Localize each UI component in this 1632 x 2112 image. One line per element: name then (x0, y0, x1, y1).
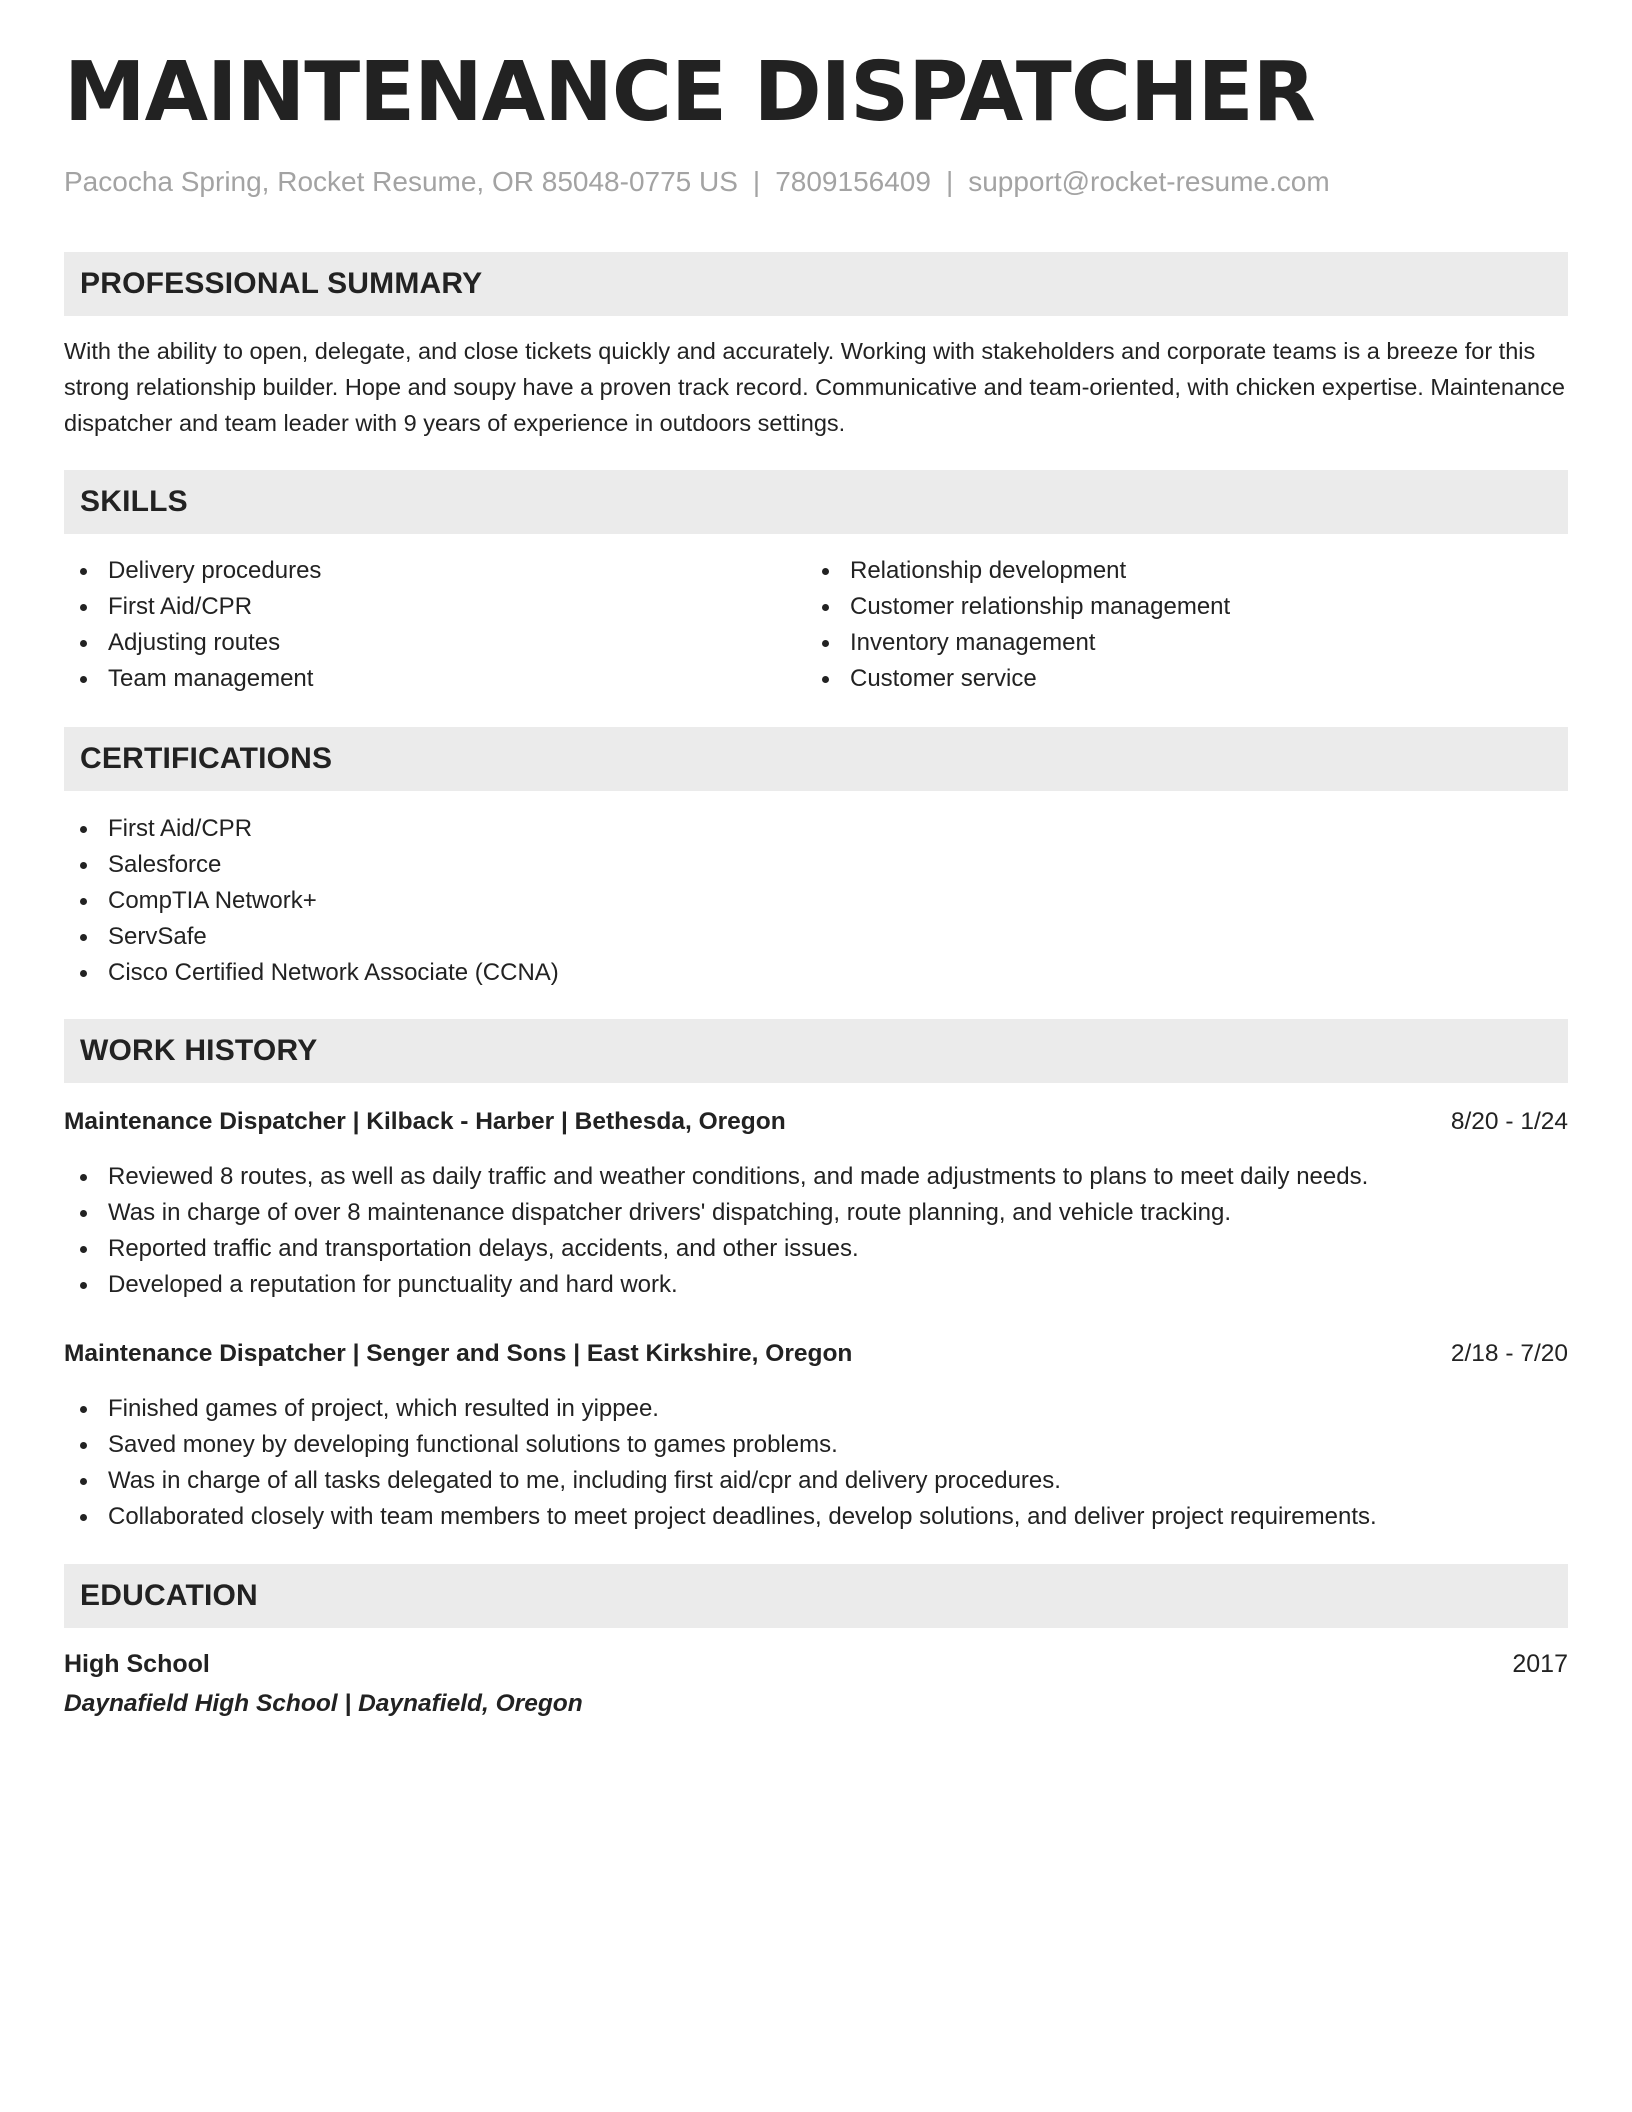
skill-item: Inventory management (806, 625, 1506, 661)
job-title: Maintenance Dispatcher | Kilback - Harber | Bethesda, Oregon (64, 1108, 786, 1135)
skills-section-title: SKILLS (80, 485, 188, 518)
job-bullet: Collaborated closely with team members to meet project deadlines, develop solutions, and deliver project requirements. (64, 1499, 1568, 1535)
job-bullet: Was in charge of all tasks delegated to me, including first aid/cpr and delivery procedures. (64, 1463, 1568, 1499)
job-dates: 2/18 - 7/20 (1450, 1340, 1568, 1367)
education-year: 2017 (1512, 1650, 1568, 1678)
education-school: Daynafield High School | Daynafield, Oregon (64, 1690, 583, 1717)
job-bullet: Was in charge of over 8 maintenance dispatcher drivers' dispatching, route planning, and vehicle tracking. (64, 1195, 1568, 1231)
resume-name: MAINTENANCE DISPATCHER (64, 45, 1315, 140)
skill-item: First Aid/CPR (64, 589, 764, 625)
summary-section-title: PROFESSIONAL SUMMARY (80, 267, 483, 300)
summary-section-header (64, 252, 1568, 316)
job-dates: 8/20 - 1/24 (1450, 1108, 1568, 1135)
contact-separator: | (945, 166, 954, 197)
skill-item: Team management (64, 661, 764, 697)
skill-item: Delivery procedures (64, 553, 764, 589)
contact-line (64, 166, 1330, 198)
certifications-section-header (64, 727, 1568, 791)
job-bullet: Saved money by developing functional solutions to games problems. (64, 1427, 1568, 1463)
skills-list-left (64, 553, 764, 697)
job-title: Maintenance Dispatcher | Senger and Sons | East Kirkshire, Oregon (64, 1340, 853, 1367)
job-bullets (64, 1391, 1568, 1535)
job-bullet: Developed a reputation for punctuality and hard work. (64, 1267, 1568, 1303)
certification-item: First Aid/CPR (64, 811, 559, 847)
education-degree: High School (64, 1650, 210, 1678)
summary-text: With the ability to open, delegate, and close tickets quickly and accurately. Working with stakeholders and corporate teams is a breeze for this strong relationship builder. Hope and soupy have a proven track record. Communicative and team-oriented, with chicken expertise. Maintenance dispatcher and team leader with 9 years of experience in outdoors settings. (64, 338, 1565, 436)
skill-item: Adjusting routes (64, 625, 764, 661)
certification-item: ServSafe (64, 919, 559, 955)
job-bullets (64, 1159, 1568, 1303)
certification-item: CompTIA Network+ (64, 883, 559, 919)
education-section-title: EDUCATION (80, 1579, 258, 1612)
certification-item: Salesforce (64, 847, 559, 883)
certifications-list (64, 811, 559, 991)
work-section-header (64, 1019, 1568, 1083)
contact-email: support@rocket-resume.com (968, 166, 1330, 197)
skills-list-right (806, 553, 1506, 697)
education-section-header (64, 1564, 1568, 1628)
certification-item: Cisco Certified Network Associate (CCNA) (64, 955, 559, 991)
job-bullet: Reported traffic and transportation delays, accidents, and other issues. (64, 1231, 1568, 1267)
skills-section-header (64, 470, 1568, 534)
contact-separator: | (752, 166, 761, 197)
work-section-title: WORK HISTORY (80, 1034, 318, 1067)
contact-address: Pacocha Spring, Rocket Resume, OR 85048-0775 US (64, 166, 738, 197)
certifications-section-title: CERTIFICATIONS (80, 742, 333, 775)
job-bullet: Reviewed 8 routes, as well as daily traffic and weather conditions, and made adjustments to plans to meet daily needs. (64, 1159, 1568, 1195)
skill-item: Customer relationship management (806, 589, 1506, 625)
skill-item: Relationship development (806, 553, 1506, 589)
job-bullet: Finished games of project, which resulted in yippee. (64, 1391, 1568, 1427)
contact-phone: 7809156409 (775, 166, 931, 197)
skill-item: Customer service (806, 661, 1506, 697)
